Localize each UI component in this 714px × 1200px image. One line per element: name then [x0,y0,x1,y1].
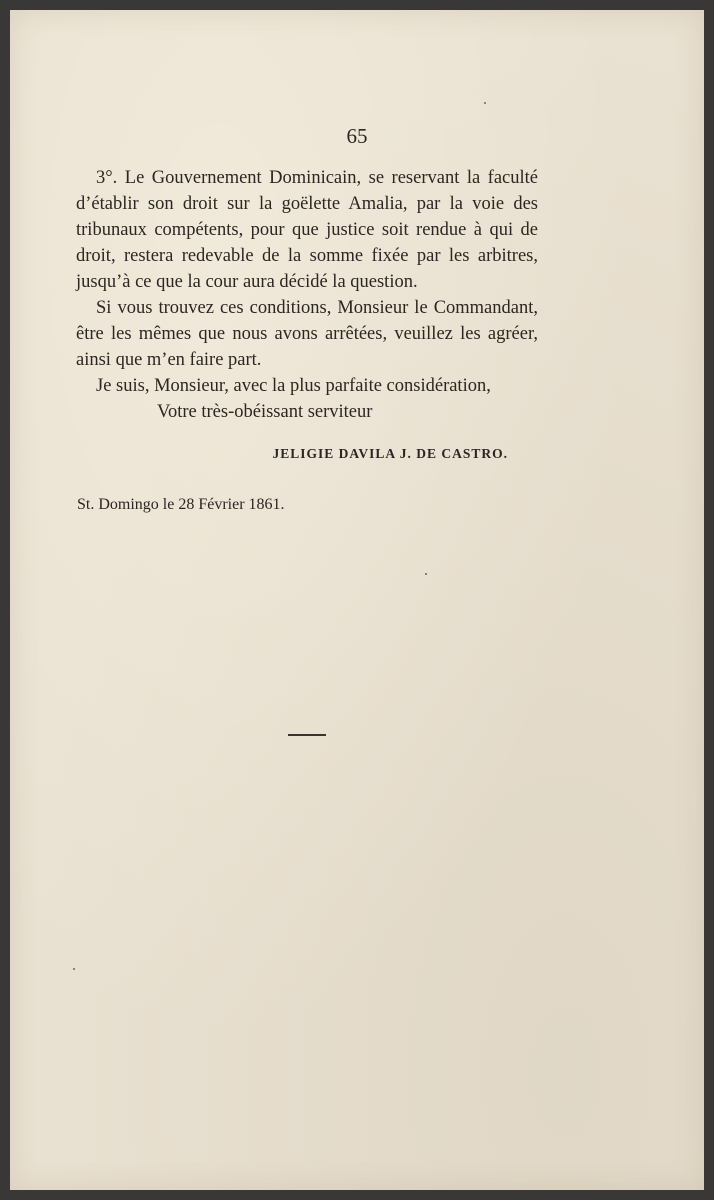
document-page [10,10,704,1190]
letter-body [76,165,538,399]
paragraph-conditions: 3°. Le Gouvernement Dominicain, se reservant la faculté d’établir son droit sur la goëlette Amalia, par la voie des tribunaux compétents, pour que justice soit rendue à qui de droit, restera redevable de la somme fixée par les arbitres, jusqu’à ce que la cour aura décidé la question. [76,168,538,292]
dateline: St. Domingo le 28 Février 1861. [77,496,285,513]
paragraph-request: Si vous trouvez ces conditions, Monsieur le Commandant, être les mêmes que nous avons arrêtées, veuillez les agréer, ainsi que m’en faire part. [76,298,538,370]
paper-speck [484,102,486,104]
paragraph-salutation: Je suis, Monsieur, avec la plus parfaite considération, [96,376,491,396]
closing-line: Votre très-obéissant serviteur [157,402,373,422]
paper-speck [425,573,427,575]
signature: JELIGIE DAVILA J. DE CASTRO. [272,446,508,461]
paper-speck [73,968,75,970]
end-rule [288,734,326,736]
page-number: 65 [346,124,368,148]
